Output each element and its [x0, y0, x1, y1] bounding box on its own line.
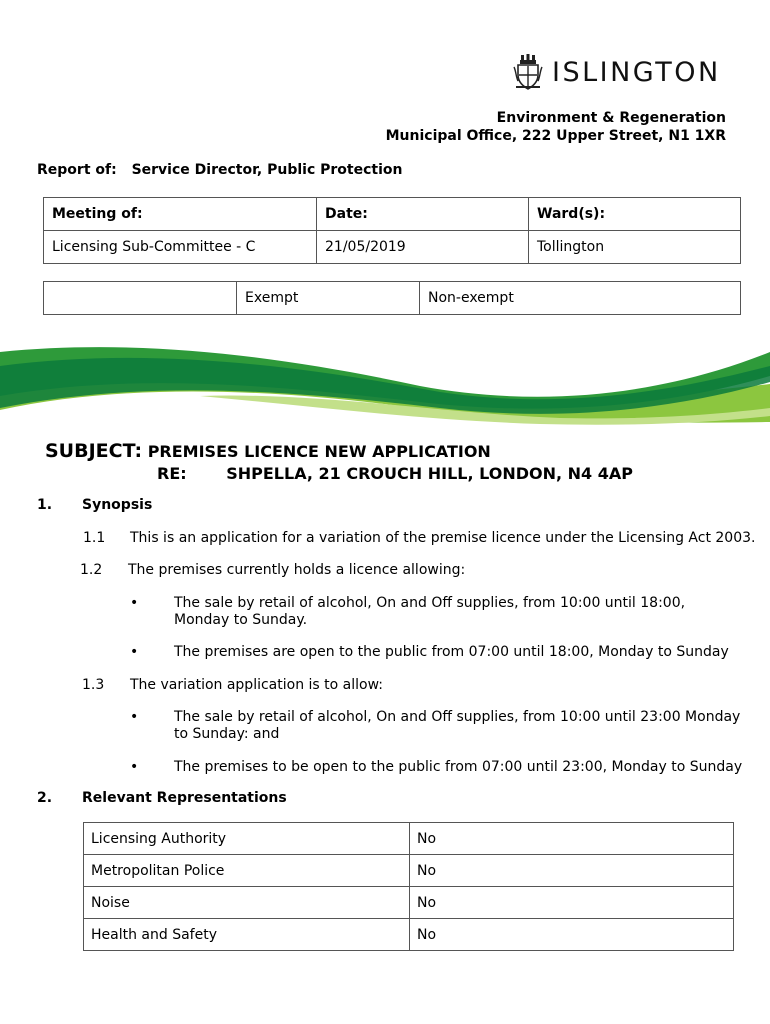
wards-header: Ward(s): — [529, 198, 741, 231]
exempt-cell: Exempt — [237, 282, 420, 315]
section-1-number: 1. — [37, 497, 53, 513]
bullet: • — [130, 595, 139, 611]
date-header: Date: — [317, 198, 529, 231]
subject-re — [157, 464, 633, 483]
para-1-3-number: 1.3 — [82, 677, 105, 693]
re-value: SHPELLA, 21 CROUCH HILL, LONDON, N4 4AP — [226, 464, 633, 483]
subject-heading — [45, 440, 491, 462]
table-row — [84, 887, 734, 919]
section-1-title: Synopsis — [82, 497, 153, 513]
meeting-table-row — [44, 231, 741, 264]
table-row — [84, 855, 734, 887]
islington-logo — [512, 52, 721, 92]
exempt-table-row — [44, 282, 741, 315]
representation-value: No — [410, 919, 734, 951]
representation-value: No — [410, 823, 734, 855]
exempt-table — [43, 281, 741, 315]
representations-table — [83, 822, 734, 951]
logo-text: ISLINGTON — [552, 56, 721, 88]
green-wave-banner — [0, 336, 770, 426]
para-1-1-number: 1.1 — [83, 530, 106, 546]
office-address: Municipal Office, 222 Upper Street, N1 1XR — [385, 128, 726, 144]
representation-party: Noise — [84, 887, 410, 919]
coat-of-arms-icon — [512, 53, 544, 91]
subject-title: PREMISES LICENCE NEW APPLICATION — [147, 442, 491, 461]
representation-party: Metropolitan Police — [84, 855, 410, 887]
table-row — [84, 823, 734, 855]
table-row — [84, 919, 734, 951]
report-of-value: Service Director, Public Protection — [131, 162, 403, 178]
para-1-2-bullet-1: The sale by retail of alcohol, On and Off supplies, from 10:00 until 18:00, Monday to Sunday. — [174, 595, 686, 628]
representation-party: Licensing Authority — [84, 823, 410, 855]
report-of-label: Report of: — [37, 162, 117, 178]
date-value: 21/05/2019 — [317, 231, 529, 264]
re-label: RE: — [157, 464, 187, 483]
non-exempt-cell: Non-exempt — [420, 282, 741, 315]
representation-party: Health and Safety — [84, 919, 410, 951]
report-of — [37, 162, 403, 178]
meeting-of-value: Licensing Sub-Committee - C — [44, 231, 317, 264]
meeting-table — [43, 197, 741, 264]
bullet: • — [130, 759, 139, 775]
representation-value: No — [410, 887, 734, 919]
wards-value: Tollington — [529, 231, 741, 264]
para-1-2-bullet-2: The premises are open to the public from 07:00 until 18:00, Monday to Sunday — [174, 644, 729, 660]
bullet: • — [130, 644, 139, 660]
para-1-1-text: This is an application for a variation of the premise licence under the Licensing Act 2003. — [130, 530, 756, 546]
para-1-2-text: The premises currently holds a licence allowing: — [128, 562, 466, 578]
meeting-of-header: Meeting of: — [44, 198, 317, 231]
department-name: Environment & Regeneration — [496, 110, 726, 126]
para-1-3-bullet-1: The sale by retail of alcohol, On and Off supplies, from 10:00 until 23:00 Monday to Sunday: and — [174, 709, 741, 742]
representation-value: No — [410, 855, 734, 887]
para-1-3-text: The variation application is to allow: — [130, 677, 383, 693]
exempt-blank-cell — [44, 282, 237, 315]
para-1-3-bullet-2: The premises to be open to the public from 07:00 until 23:00, Monday to Sunday — [174, 759, 743, 775]
section-2-title: Relevant Representations — [82, 790, 287, 806]
para-1-2-number: 1.2 — [80, 562, 103, 578]
meeting-table-header-row — [44, 198, 741, 231]
section-2-number: 2. — [37, 790, 53, 806]
subject-label: SUBJECT: — [45, 440, 143, 462]
bullet: • — [130, 709, 139, 725]
